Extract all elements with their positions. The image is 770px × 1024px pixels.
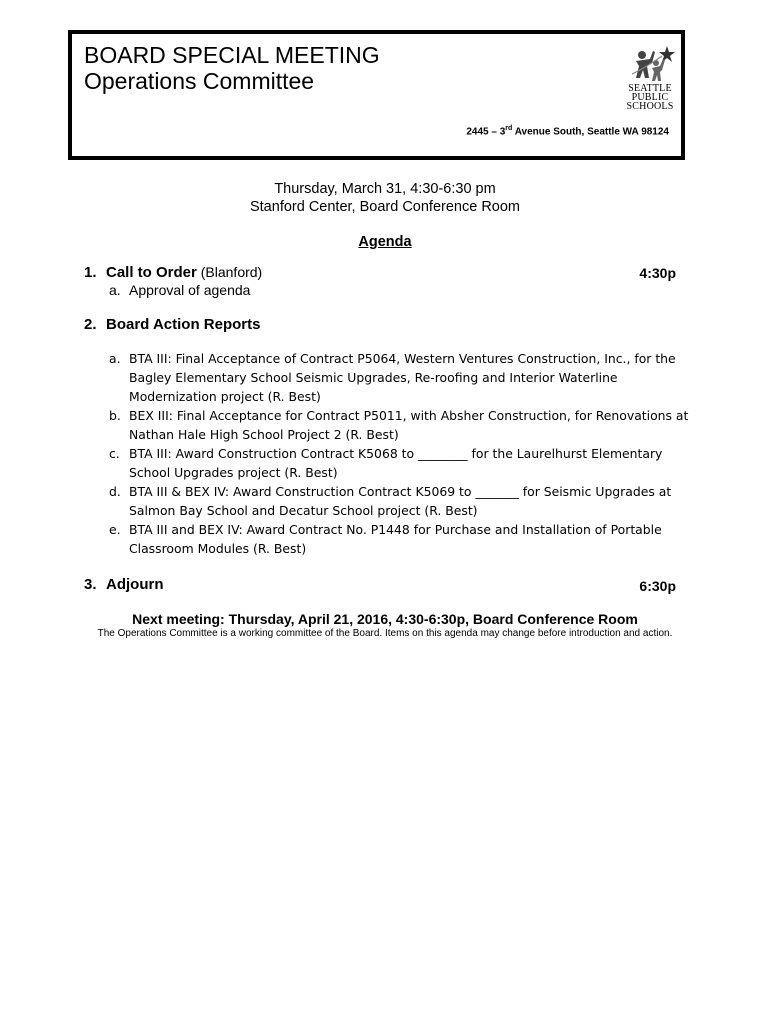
section-number: 3. (84, 576, 97, 593)
section-number: 2. (84, 316, 97, 333)
committee-note: The Operations Committee is a working committee of the Board. Items on this agenda may change before introduction and action. (97, 628, 673, 639)
section-call-to-order (84, 264, 262, 281)
list-item: a. BTA III: Final Acceptance of Contract P5064, Western Ventures Construction, Inc., for the Bagley Elementary School Seismic Upgrades, Re-roofing and Interior Waterline Modernization project (R. Best) (109, 351, 676, 404)
section-time: 6:30p (639, 578, 676, 594)
logo-text-line2: PUBLIC (631, 92, 669, 103)
meeting-title: BOARD SPECIAL MEETING (84, 42, 380, 68)
children-star-icon (620, 44, 680, 86)
meeting-datetime: Thursday, March 31, 4:30-6:30 pm (274, 181, 496, 197)
list-item: d. BTA III & BEX IV: Award Construction Contract K5069 to _______ for Seismic Upgrades at Salmon Bay School and Decatur School project (R. Best) (109, 484, 672, 518)
list-item: c. BTA III: Award Construction Contract K5068 to ________ for the Laurelhurst Elementary School Upgrades project (R. Best) (109, 446, 663, 480)
list-item: e. BTA III and BEX IV: Award Contract No. P1448 for Purchase and Installation of Portable Classroom Modules (R. Best) (109, 522, 662, 556)
seattle-public-schools-logo (620, 44, 680, 126)
section-number: 1. (84, 264, 97, 281)
section-title: Adjourn (106, 576, 164, 593)
logo-text-line3: SCHOOLS (626, 101, 674, 112)
section-title: Call to Order (106, 264, 197, 281)
address: 2445 – 3rd Avenue South, Seattle WA 98124 (466, 125, 669, 138)
section-presenter: (Blanford) (196, 264, 263, 280)
list-item: a. Approval of agenda (109, 282, 251, 298)
agenda-heading: Agenda (358, 234, 412, 250)
action-report-list (109, 349, 689, 558)
logo-text-line1: SEATTLE (628, 83, 672, 94)
header-box (68, 30, 685, 160)
committee-name: Operations Committee (84, 68, 315, 94)
section-time: 4:30p (639, 265, 676, 281)
section-adjourn (84, 576, 164, 593)
section-board-action-reports (84, 316, 260, 333)
list-item: b. BEX III: Final Acceptance for Contract P5011, with Absher Construction, for Renovations at Nathan Hale High School Project 2 (R. Best) (109, 408, 689, 442)
next-meeting: Next meeting: Thursday, April 21, 2016, 4:30-6:30p, Board Conference Room (132, 611, 638, 627)
section-title: Board Action Reports (106, 316, 261, 333)
meeting-location: Stanford Center, Board Conference Room (249, 199, 520, 215)
